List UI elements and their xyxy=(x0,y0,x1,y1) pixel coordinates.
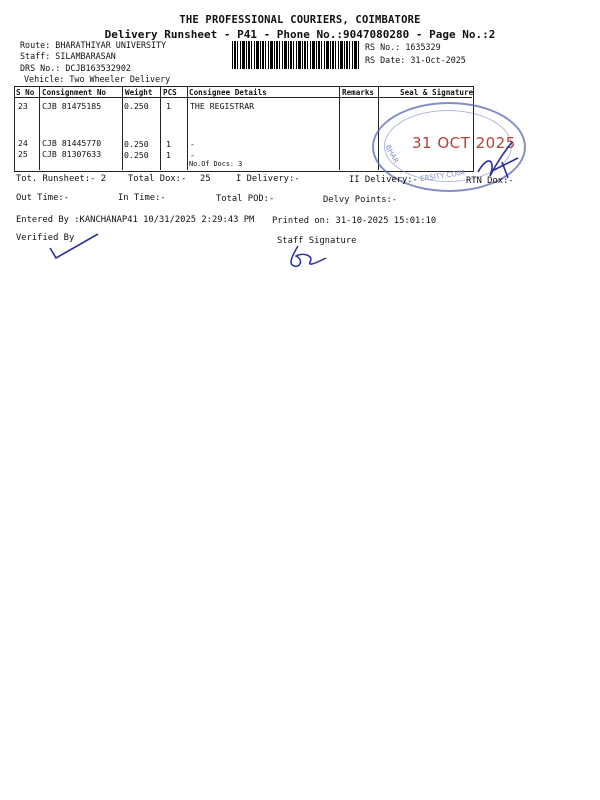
row-consignee: THE REGISTRAR xyxy=(190,101,255,111)
verified-signature xyxy=(40,228,110,264)
row-pcs: 1 xyxy=(166,139,171,149)
col-divider-2 xyxy=(122,86,123,170)
out-time: Out Time:- xyxy=(16,193,69,203)
row-consignment: CJB 81307633 xyxy=(42,149,102,159)
entered-by: Entered By :KANCHANAP41 10/31/2025 2:29:43 PM xyxy=(16,215,255,225)
tot-runsheet: Tot. Runsheet:- 2 xyxy=(16,174,107,184)
row-weight: 0.250 xyxy=(124,101,149,111)
in-time: In Time:- xyxy=(118,193,166,203)
row-sno: 23 xyxy=(18,101,28,111)
col-header-weight: Weight xyxy=(125,88,153,97)
stamp-date: 31 OCT 2025 xyxy=(412,134,516,152)
row-weight: 0.250 xyxy=(124,150,149,160)
table-header-divider xyxy=(14,97,472,98)
rs-date-label: RS Date: 31-Oct-2025 xyxy=(365,55,466,65)
col-header-consignee: Consignee Details xyxy=(189,88,267,97)
staff-signature-label: Staff Signature xyxy=(277,236,357,246)
row-sno: 25 xyxy=(18,149,28,159)
stamp-left-text: BHAR xyxy=(383,143,401,165)
rtn-dox: RTN Dox:- xyxy=(466,176,514,186)
route-label: Route: BHARATHIYAR UNIVERSITY xyxy=(20,40,167,50)
verified-by-label: Verified By xyxy=(16,233,75,243)
printed-on: Printed on: 31-10-2025 15:01:10 xyxy=(272,216,437,226)
col-header-consignment: Consignment No xyxy=(42,88,107,97)
col-divider-4 xyxy=(187,86,188,170)
col-header-pcs: PCS xyxy=(163,88,177,97)
drs-label: DRS No.: DCJB163532902 xyxy=(20,63,131,73)
row-sno: 24 xyxy=(18,138,28,148)
barcode xyxy=(232,41,360,69)
staff-signature xyxy=(280,242,340,272)
row-pcs: 1 xyxy=(166,150,171,160)
col-divider-3 xyxy=(160,86,161,170)
row-weight: 0.250 xyxy=(124,139,149,149)
rs-no-label: RS No.: 1635329 xyxy=(365,42,441,52)
total-dox-value: 25 xyxy=(200,174,211,184)
col-header-sno: S No xyxy=(16,88,35,97)
docs-count: No.Of Docs: 3 xyxy=(189,160,243,168)
row-consignment: CJB 81475185 xyxy=(42,101,102,111)
col-divider-1 xyxy=(39,86,40,170)
row-pcs: 1 xyxy=(166,101,171,111)
col-header-remarks: Remarks xyxy=(342,88,375,97)
row-consignee: - xyxy=(190,139,195,149)
vehicle-label: Vehicle: Two Wheeler Delivery xyxy=(24,74,171,84)
ii-delivery: II Delivery:- xyxy=(349,175,418,185)
stamp-bottom-text: ERSITY COIM xyxy=(419,168,466,184)
row-consignee: - xyxy=(190,150,195,160)
company-title: THE PROFESSIONAL COURIERS, COIMBATORE xyxy=(179,14,421,26)
total-dox-label: Total Dox:- xyxy=(128,174,187,184)
col-header-seal: Seal & Signature xyxy=(400,88,474,97)
col-divider-5 xyxy=(339,86,340,170)
row-consignment: CJB 81445770 xyxy=(42,138,102,148)
delvy-points: Delvy Points:- xyxy=(323,195,398,205)
runsheet-title: Delivery Runsheet - P41 - Phone No.:9047080280 - Page No.:2 xyxy=(104,28,496,41)
staff-label: Staff: SILAMBARASAN xyxy=(20,51,116,61)
i-delivery: I Delivery:- xyxy=(236,174,300,184)
total-pod: Total POD:- xyxy=(216,194,275,204)
